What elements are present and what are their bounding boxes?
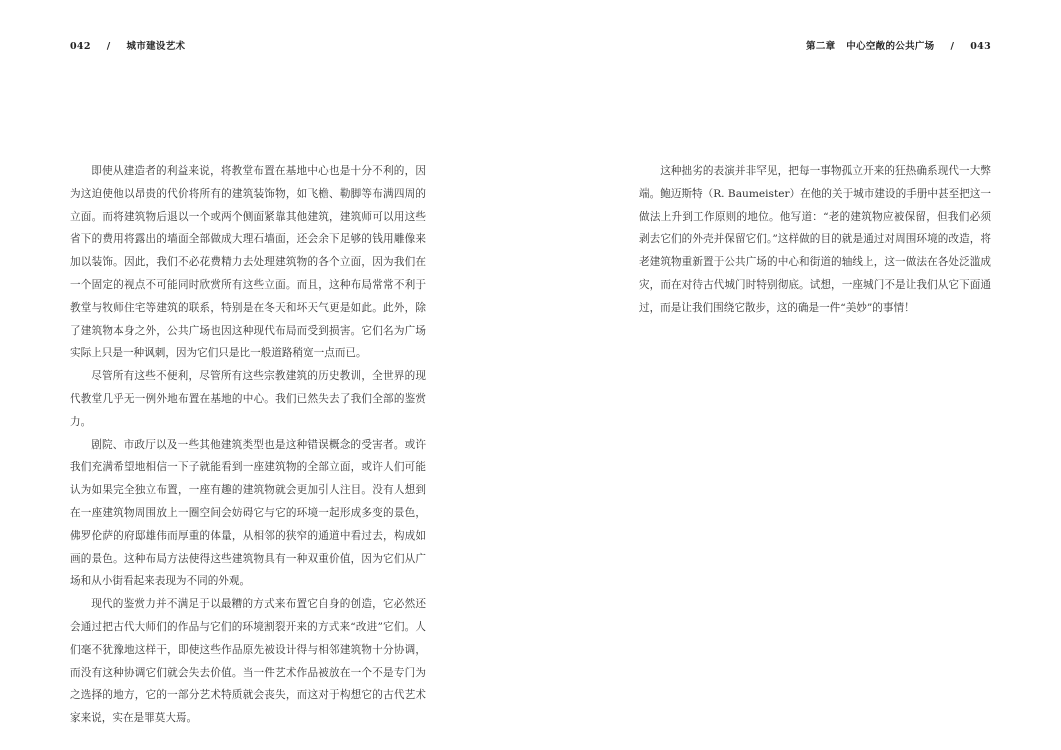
left-body-text	[70, 160, 426, 730]
chapter-title: 中心空敞的公共广场	[846, 41, 935, 52]
right-body-text	[639, 160, 991, 320]
book-title: 城市建设艺术	[126, 41, 186, 52]
left-header-separator: /	[106, 41, 111, 52]
right-page	[531, 0, 1061, 750]
left-page-number: 042	[70, 41, 91, 52]
paragraph: 剧院、市政厅以及一些其他建筑类型也是这种错误概念的受害者。或许我们充满希望地相信一下子就能看到一座建筑物的全部立面，或许人们可能认为如果完全独立布置，一座有趣的建筑物就会更加引人注目。没有人想到在一座建筑物周围放上一圈空间会妨碍它与它的环境一起形成多变的景色，佛罗伦萨的府邸雄伟而厚重的体量，从相邻的狭窄的通道中看过去，构成如画的景色。这种布局方法使得这些建筑物具有一种双重价值，因为它们从广场和从小街看起来表现为不同的外观。	[70, 438, 426, 588]
paragraph: 现代的鉴赏力并不满足于以最糟的方式来布置它自身的创造，它必然还会通过把古代大师们的作品与它们的环境割裂开来的方式来“改进”它们。人们毫不犹豫地这样干，即使这些作品原先被设计得与相邻建筑物十分协调，而没有这种协调它们就会失去价值。当一件艺术作品被放在一个不是专门为之选择的地方，它的一部分艺术特质就会丧失，而这对于构想它的古代艺术家来说，实在是罪莫大焉。	[70, 598, 426, 725]
left-running-head	[70, 38, 185, 52]
paragraph: 这种拙劣的表演并非罕见，把每一事物孤立开来的狂热确系现代一大弊端。鲍迈斯特（R. Baumeister）在他的关于城市建设的手册中甚至把这一做法上升到工作原则的地位。他写道：“老的建筑物应被保留，但我们必须剥去它们的外壳并保留它们。”这样做的目的就是通过对周围环境的改造，将老建筑物重新置于公共广场的中心和街道的轴线上，这一做法在各处泛滥成灾，而在对待古代城门时特别彻底。试想，一座城门不是让我们从它下面通过，而是让我们围绕它散步，这的确是一件“美妙”的事情！	[639, 165, 991, 314]
paragraph: 尽管所有这些不便利，尽管所有这些宗教建筑的历史教训，全世界的现代教堂几乎无一例外地布置在基地的中心。我们已然失去了我们全部的鉴赏力。	[70, 370, 426, 428]
right-header-separator: /	[950, 41, 955, 52]
right-running-head	[806, 38, 991, 52]
left-page	[0, 0, 530, 750]
chapter-label: 第二章	[806, 41, 836, 52]
right-page-number: 043	[970, 41, 991, 52]
paragraph: 即使从建造者的利益来说，将教堂布置在基地中心也是十分不利的，因为这迫使他以昂贵的代价将所有的建筑装饰物，如飞檐、勒脚等布满四周的立面。而将建筑物后退以一个或两个侧面紧靠其他建筑，建筑师可以用这些省下的费用将露出的墙面全部做成大理石墙面，还会余下足够的钱用雕像来加以装饰。因此，我们不必花费精力去处理建筑物的各个立面，因为我们在一个固定的视点不可能同时欣赏所有这些立面。而且，这种布局常常不利于教堂与牧师住宅等建筑的联系，特别是在冬天和坏天气更是如此。此外，除了建筑物本身之外，公共广场也因这种现代布局而受到损害。它们名为广场实际上只是一种讽刺，因为它们只是比一般道路稍宽一点而已。	[70, 165, 426, 360]
